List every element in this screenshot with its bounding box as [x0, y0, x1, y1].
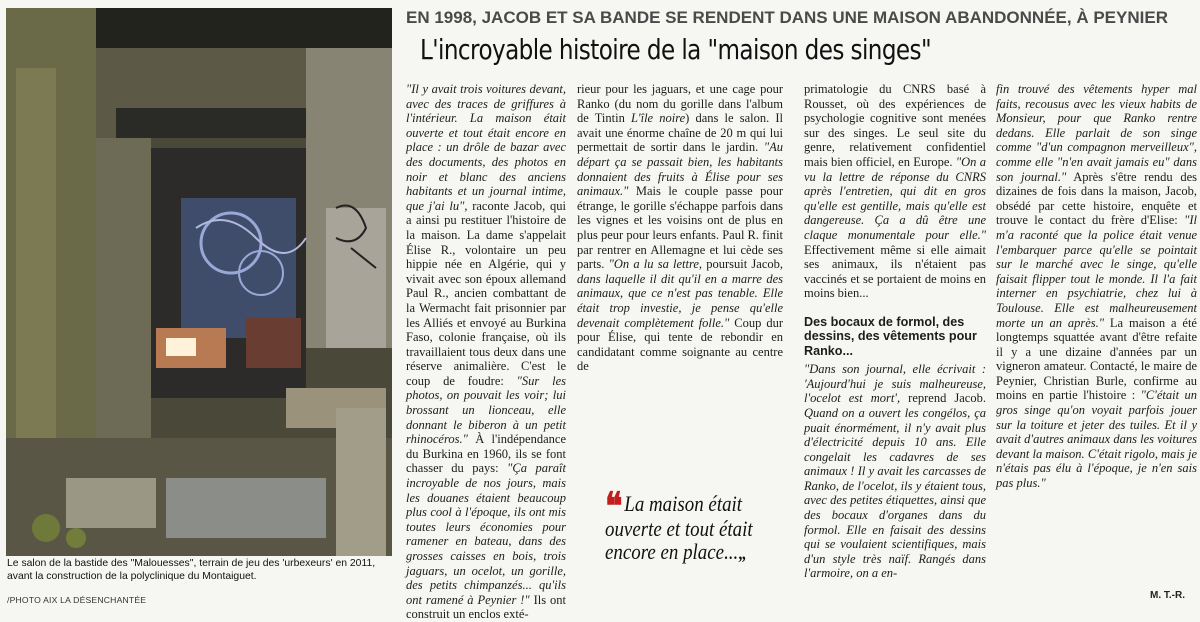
article-column-3 — [804, 82, 986, 581]
article-photo — [6, 8, 392, 556]
photo-credit: /PHOTO AIX LA DÉSENCHANTÉE — [7, 595, 147, 605]
article-subheading: Des bocaux de formol, des dessins, des vêtements pour Ranko... — [804, 314, 977, 358]
article-column-4 — [996, 82, 1197, 491]
column-text: rieur pour les jaguars, et une cage pour Ranko (du nom du gorille dans l'album de Tintin L'île noire) dans le salon. Il avait une énorme chaîne de 20 m qui lui permettait de sortir dans le jardin. "Au départ ça se passait bien, les habitants donnaient des fruits à Élise pour ses animaux." Mais le couple passe pour étrange, le gorille s'échappe parfois dans les vignes et les voisins ont de plus en plus peur pour leurs enfants. Paul R. finit par rentrer en Allemagne et lui cède ses parts. "On a lu sa lettre, poursuit Jacob, dans laquelle il dit qu'il en a marre des animaux, que ce n'est pas tenable. Elle était trop investie, je pense qu'elle devenait complètement folle." Coup dur pour Élise, qui tente de rebondir en candidatant comme soignante au centre de — [577, 82, 783, 374]
article-column-2 — [577, 82, 783, 374]
quote-open-icon: ❝ — [605, 486, 623, 528]
article-kicker: EN 1998, JACOB ET SA BANDE SE RENDENT DANS UNE MAISON ABANDONNÉE, À PEYNIER — [406, 8, 1168, 27]
column-text: "Il y avait trois voitures devant, avec des traces de griffures à l'intérieur. La maison était ouverte et tout était encore en place : un drôle de bazar avec des documents, des photos en noir et blanc des anciens habitants et un journal intime, que j'ai lu", raconte Jacob, qui a ainsi pu restituer l'histoire de la maison. La dame s'appelait Élise R., volontaire un peu hippie née en Algérie, qui y vivait avec son époux allemand Paul R., ancien combattant de la Wermacht fait prisonnier par les Alliés et envoyé au Burkina Faso, colonie française, où ils travaillaient tous deux dans une réserve animalière. C'est le coup de foudre: "Sur les photos, on pouvait les voir; lui brossant un lionceau, elle donnant le biberon à un petit rhinocéros." À l'indépendance du Burkina en 1960, ils se font chasser du pays: "Ça paraît incroyable de nos jours, mais les douanes étaient beaucoup plus cool à l'époque, ils ont mis toutes leurs économies pour ramener en bateau, dans des grosses caisses en bois, trois jaguars, un ocelot, un gorille, des petits chimpanzés... qu'ils ont ramené à Peynier !" Ils ont construit un enclos exté- — [406, 82, 567, 622]
column-text: "Dans son journal, elle écrivait : 'Aujourd'hui je suis malheureuse, l'ocelot est mort', reprend Jacob. Quand on a ouvert les congélos, ça puait énormément, il n'y avait plus d'électricité depuis 10 ans. Elle congelait les cadavres de ses animaux ! Il y avait les carcasses de Ranko, de l'ocelot, ils y étaient tous, avec des petites étiquettes, ainsi que des bocaux d'organes dans du formol. Elle en faisait des dessins qui se voulaient scientifiques, mais d'un style très naïf. Rangés dans l'armoire, on a en- — [804, 362, 986, 581]
article-title: L'incroyable histoire de la "maison des singes" — [420, 34, 932, 66]
article-column-1 — [406, 82, 566, 622]
photo-caption: Le salon de la bastide des "Malouesses", terrain de jeu des 'urbexeurs' en 2011, avant la construction de la polyclinique du Montaiguet. — [7, 558, 376, 582]
quote-close-icon: „ — [738, 543, 746, 563]
column-text: primatologie du CNRS basé à Rousset, où des expériences de psychologie cognitive sont menées sur des singes. Le seul site du genre, relativement confidentiel mais bien officiel, en Europe. "On a vu la lettre de réponse du CNRS après l'entretien, qui dit en gros qu'elle est gentille, mais qu'elle est dangereuse. Ça a dû être une claque monumentale pour elle." Effectivement même si elle aimait ses animaux, ils n'étaient pas vaccinés et se portaient de moins en moins bien... — [804, 82, 986, 301]
pull-quote — [605, 486, 774, 565]
pull-quote-text: La maison était ouverte et tout était encore en place... — [605, 491, 753, 564]
column-text: fin trouvé des vêtements hyper mal faits, recousus avec les vieux habits de Monsieur, pour que Ranko rentre dedans. Elle parlait de son singe comme "d'un compagnon merveilleux", comme elle "n'en avait jamais eu" dans son journal." Après s'être rendu des dizaines de fois dans la maison, Jacob, obsédé par cette histoire, enquête et trouve le contact du frère d'Elise: "Il m'a raconté que la police était venue l'embarquer parce qu'elle se pointait sur le marché avec le singe, qu'elle faisait flipper tout le monde. Il l'a fait interner en psychiatrie, chez lui à Toulouse. Elle est malheureusement morte un an après." La maison a été longtemps squattée avant d'être refaite il y a une dizaine d'années par un vigneron amateur. Contacté, le maire de Peynier, Christian Burle, confirme au moins en partie l'histoire : "C'était un gros singe qu'on voyait parfois jouer sur la toiture et jeter des tuiles. Et il y avait d'autres animaux dans les voitures devant la maison. C'était rigolo, mais je n'étais pas élu à l'époque, je n'en sais pas plus." — [996, 82, 1197, 491]
author-signature: M. T.-R. — [1150, 590, 1185, 601]
